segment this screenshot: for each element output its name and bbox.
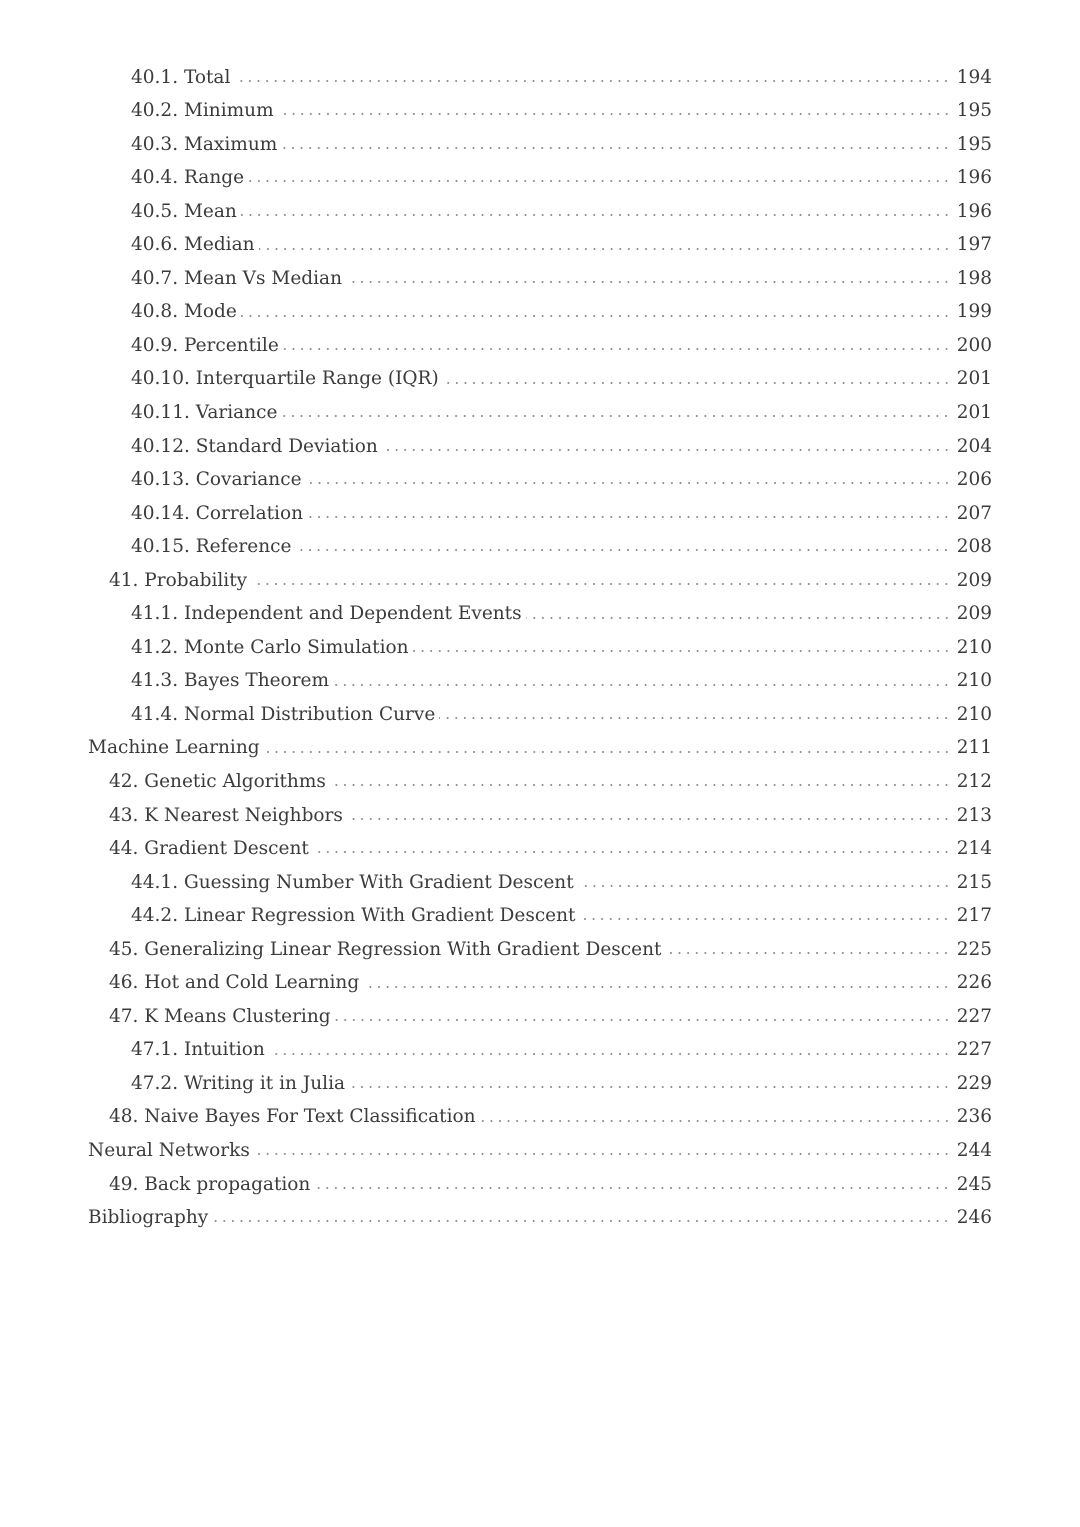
toc-entry-page-number: 227 — [956, 1005, 992, 1027]
toc-entry-title[interactable]: 41.2. Monte Carlo Simulation — [131, 636, 409, 658]
dot-leader — [313, 851, 951, 853]
toc-entry-title[interactable]: 40.6. Median — [131, 234, 255, 256]
toc-entry[interactable] — [0, 430, 1080, 464]
toc-entry[interactable] — [0, 967, 1080, 1001]
toc-entry-title[interactable]: 44.1. Guessing Number With Gradient Descent — [131, 871, 574, 893]
toc-entry-title[interactable]: 43. K Nearest Neighbors — [109, 804, 343, 826]
dot-leader — [347, 818, 951, 820]
dot-leader — [333, 684, 951, 686]
dot-leader — [665, 952, 950, 954]
dot-leader — [278, 113, 951, 115]
toc-entry-page-number: 208 — [956, 536, 992, 558]
toc-entry[interactable] — [0, 396, 1080, 430]
toc-entry-page-number: 210 — [956, 703, 992, 725]
dot-leader — [363, 986, 951, 988]
toc-entry-title[interactable]: 40.11. Variance — [131, 401, 278, 423]
toc-entry-title[interactable]: 40.9. Percentile — [131, 334, 279, 356]
toc-entry[interactable] — [0, 229, 1080, 263]
toc-entry[interactable] — [0, 363, 1080, 397]
toc-entry-title[interactable]: 41.1. Independent and Dependent Events — [131, 603, 522, 625]
toc-entry-page-number: 201 — [956, 368, 992, 390]
toc-entry-page-number: 199 — [956, 301, 992, 323]
toc-entry-page-number: 246 — [956, 1207, 992, 1229]
toc-entry[interactable] — [0, 698, 1080, 732]
toc-entry-title[interactable]: 40.10. Interquartile Range (IQR) — [131, 368, 439, 390]
toc-entry[interactable] — [0, 833, 1080, 867]
toc-entry[interactable] — [0, 128, 1080, 162]
dot-leader — [526, 617, 951, 619]
toc-entry[interactable] — [0, 262, 1080, 296]
dot-leader — [579, 918, 950, 920]
toc-entry-page-number: 225 — [956, 938, 992, 960]
toc-entry-title[interactable]: 40.14. Correlation — [131, 502, 304, 524]
toc-entry-title[interactable]: 41. Probability — [109, 569, 248, 591]
toc-entry-page-number: 226 — [956, 972, 992, 994]
toc-entry-title[interactable]: 45. Generalizing Linear Regression With Gradient Descent — [109, 938, 662, 960]
toc-entry[interactable] — [0, 598, 1080, 632]
toc-entry[interactable] — [0, 799, 1080, 833]
toc-entry[interactable] — [0, 1202, 1080, 1236]
dot-leader — [578, 885, 951, 887]
toc-entry-title[interactable]: Machine Learning — [88, 737, 260, 759]
toc-entry-page-number: 227 — [956, 1039, 992, 1061]
toc-entry-page-number: 210 — [956, 670, 992, 692]
toc-entry[interactable] — [0, 1000, 1080, 1034]
toc-entry-title[interactable]: 41.3. Bayes Theorem — [131, 670, 330, 692]
dot-leader — [281, 415, 950, 417]
toc-entry-page-number: 236 — [956, 1106, 992, 1128]
toc-entry-title[interactable]: 49. Back propagation — [109, 1173, 311, 1195]
toc-entry-page-number: 211 — [956, 737, 992, 759]
toc-entry-list — [0, 61, 1080, 1235]
toc-entry[interactable] — [0, 564, 1080, 598]
toc-entry-page-number: 244 — [956, 1140, 992, 1162]
toc-entry-page-number: 215 — [956, 871, 992, 893]
toc-entry-page-number: 204 — [956, 435, 992, 457]
toc-entry-page-number: 198 — [956, 267, 992, 289]
toc-entry[interactable] — [0, 61, 1080, 95]
toc-entry-title[interactable]: 40.3. Maximum — [131, 133, 278, 155]
toc-entry-title[interactable]: 40.4. Range — [131, 167, 245, 189]
toc-entry[interactable] — [0, 296, 1080, 330]
toc-entry[interactable] — [0, 866, 1080, 900]
toc-entry[interactable] — [0, 464, 1080, 498]
toc-entry-title[interactable]: 40.15. Reference — [131, 536, 292, 558]
toc-entry-title[interactable]: 40.8. Mode — [131, 301, 237, 323]
toc-entry-title[interactable]: 47.2. Writing it in Julia — [131, 1072, 346, 1094]
dot-leader — [264, 751, 951, 753]
toc-entry-page-number: 210 — [956, 636, 992, 658]
dot-leader — [295, 549, 950, 551]
toc-entry-page-number: 194 — [956, 66, 992, 88]
dot-leader — [241, 315, 951, 317]
dot-leader — [283, 348, 951, 350]
dot-leader — [251, 583, 951, 585]
toc-entry[interactable] — [0, 95, 1080, 129]
toc-entry-title[interactable]: 40.1. Total — [131, 66, 231, 88]
toc-entry-title[interactable]: Neural Networks — [88, 1140, 250, 1162]
toc-entry-page-number: 214 — [956, 838, 992, 860]
table-of-contents — [0, 61, 1080, 1235]
toc-entry-page-number: 195 — [956, 133, 992, 155]
toc-entry[interactable] — [0, 195, 1080, 229]
toc-entry-title[interactable]: 47.1. Intuition — [131, 1039, 265, 1061]
dot-leader — [234, 80, 950, 82]
toc-entry[interactable] — [0, 1101, 1080, 1135]
dot-leader — [413, 650, 951, 652]
dot-leader — [248, 180, 951, 182]
dot-leader — [314, 1187, 950, 1189]
dot-leader — [259, 248, 951, 250]
dot-leader — [307, 516, 951, 518]
dot-leader — [443, 382, 951, 384]
toc-entry[interactable] — [0, 933, 1080, 967]
dot-leader — [330, 784, 951, 786]
toc-entry-page-number: 209 — [956, 603, 992, 625]
dot-leader — [480, 1120, 951, 1122]
toc-entry-title[interactable]: 44. Gradient Descent — [109, 838, 309, 860]
toc-entry[interactable] — [0, 900, 1080, 934]
toc-entry-page-number: 229 — [956, 1072, 992, 1094]
toc-entry-title[interactable]: 40.2. Minimum — [131, 100, 274, 122]
toc-entry[interactable] — [0, 329, 1080, 363]
toc-entry[interactable] — [0, 1135, 1080, 1169]
toc-entry-page-number: 200 — [956, 334, 992, 356]
toc-entry-page-number: 209 — [956, 569, 992, 591]
toc-entry-title[interactable]: 46. Hot and Cold Learning — [109, 972, 360, 994]
toc-entry-page-number: 245 — [956, 1173, 992, 1195]
toc-entry[interactable] — [0, 631, 1080, 665]
toc-entry-title[interactable]: 44.2. Linear Regression With Gradient Descent — [131, 905, 576, 927]
toc-entry-page-number: 195 — [956, 100, 992, 122]
dot-leader — [382, 449, 951, 451]
dot-leader — [346, 281, 951, 283]
toc-entry-title[interactable]: 42. Genetic Algorithms — [109, 771, 326, 792]
dot-leader — [254, 1153, 951, 1155]
toc-entry-page-number: 217 — [956, 905, 992, 927]
toc-entry-page-number: 212 — [956, 771, 992, 792]
toc-entry[interactable] — [0, 665, 1080, 699]
dot-leader — [241, 214, 951, 216]
toc-entry[interactable] — [0, 1067, 1080, 1101]
toc-entry-page-number: 206 — [956, 469, 992, 491]
toc-entry-title[interactable]: Bibliography — [88, 1207, 209, 1229]
dot-leader — [269, 1053, 951, 1055]
toc-entry[interactable] — [0, 531, 1080, 565]
toc-entry-page-number: 201 — [956, 401, 992, 423]
toc-entry-title[interactable]: 48. Naive Bayes For Text Classification — [109, 1106, 476, 1128]
toc-entry[interactable] — [0, 1168, 1080, 1202]
toc-entry-title[interactable]: 40.5. Mean — [131, 200, 237, 222]
toc-entry-page-number: 196 — [956, 167, 992, 189]
toc-entry[interactable] — [0, 162, 1080, 196]
toc-entry-page-number: 207 — [956, 502, 992, 524]
toc-entry-title[interactable]: 40.7. Mean Vs Median — [131, 267, 342, 289]
dot-leader — [212, 1220, 950, 1222]
toc-entry[interactable] — [0, 732, 1080, 766]
dot-leader — [306, 482, 951, 484]
toc-entry[interactable] — [0, 1034, 1080, 1068]
toc-entry-title[interactable]: 47. K Means Clustering — [109, 1005, 331, 1027]
toc-entry[interactable] — [0, 765, 1080, 799]
dot-leader — [335, 1019, 951, 1021]
toc-entry-page-number: 196 — [956, 200, 992, 222]
toc-entry[interactable] — [0, 497, 1080, 531]
dot-leader — [439, 717, 950, 719]
dot-leader — [281, 147, 950, 149]
dot-leader — [349, 1086, 951, 1088]
toc-entry-title[interactable]: 40.13. Covariance — [131, 469, 302, 491]
toc-entry-page-number: 213 — [956, 804, 992, 826]
toc-entry-title[interactable]: 40.12. Standard Deviation — [131, 435, 378, 457]
toc-entry-page-number: 197 — [956, 234, 992, 256]
toc-entry-title[interactable]: 41.4. Normal Distribution Curve — [131, 703, 436, 725]
